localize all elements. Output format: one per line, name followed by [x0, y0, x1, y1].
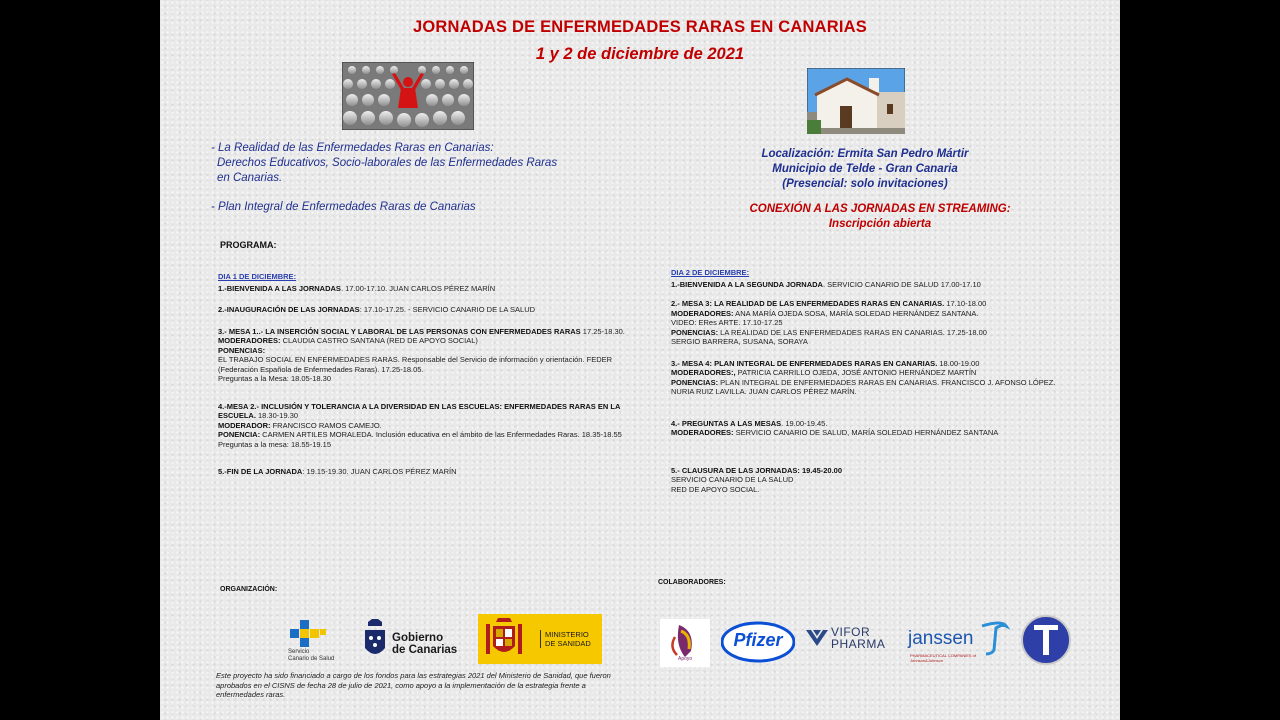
janssen-swoosh-icon: [980, 620, 1010, 656]
location-block: [700, 147, 1030, 192]
day2-item-4: 4.- PREGUNTAS A LAS MESAS. 19.00-19.45. MODERADORES: SERVICIO CANARIO DE SALUD, MARÍA SOLEDAD HERNÁNDEZ SANTANA: [671, 418, 999, 437]
crowd-image: [342, 62, 474, 130]
vifor-line-2: PHARMA: [831, 637, 886, 651]
streaming-link[interactable]: CONEXIÓN A LAS JORNADAS EN STREAMING:: [749, 203, 1011, 215]
pfizer-logo: [721, 621, 795, 663]
gobierno-line-1: Gobierno: [392, 632, 444, 644]
inscription-link[interactable]: Inscripción abierta: [828, 218, 932, 230]
program-heading: PROGRAMA:: [220, 240, 277, 250]
day2-program: [671, 268, 1076, 503]
scs-line-2: Canario de Salud: [288, 656, 335, 662]
day2-item-2: 2.- MESA 3: LA REALIDAD DE LAS ENFERMEDADES RARAS EN CANARIAS. 17.10-18.00 MODERADORES: ANA MARÍA OJEDA SOSA, MARÍA SOLEDAD HERNÁNDEZ SANTANA. VIDEO: ERes ARTE. 17.10-17.25 PONENCIAS: LA REALIDAD DE LAS ENFERMEDADES RARAS EN CANARIAS. 17.25-18.00 SERGIO BARRERA, SUSANA, SORAYA: [671, 299, 987, 346]
organization-label: ORGANIZACIÓN:: [220, 586, 278, 593]
day2-label[interactable]: DIA 2 DE DICIEMBRE:: [671, 268, 750, 277]
chapel-image: [807, 68, 905, 134]
vifor-chevron-icon: [805, 628, 829, 648]
day2-item-1: 1.-BIENVENIDA A LA SEGUNDA JORNADA. SERVICIO CANARIO DE SALUD 17.00-17.10: [671, 279, 981, 289]
topic-2: - Plan Integral de Enfermedades Raras de Canarias: [211, 201, 476, 213]
spain-coat-of-arms-icon: [484, 616, 524, 662]
day1-item-3: 3.- MESA 1..- LA INSERCIÓN SOCIAL Y LABORAL DE LAS PERSONAS CON ENFERMEDADES RARAS 17.25-18.30. MODERADORES: CLAUDIA CASTRO SANTANA (RED DE APOYO SOCIAL) PONENCIAS: EL TRABAJO SOCIAL EN ENFERMEDADES RARAS. Responsable del Servicio de información y orientación. FEDER (Federación Española de Enfermedades Raras). 17.25-18.05. Preguntas a la Mesa: 18.05-18.30: [218, 326, 625, 383]
day2-item-3: 3.- MESA 4: PLAN INTEGRAL DE ENFERMEDADES RARAS EN CANARIAS. 18.00-19.00 MODERADORES:, PATRICIA CARRILLO OJEDA, JOSÉ ANTONIO HERNÁNDEZ MARTÍN PONENCIAS: PLAN INTEGRAL DE ENFERMEDADES RARAS EN CANARIAS. FRANCISCO J. AFONSO LÓPEZ. NURIA RUIZ LAVILLA. JUAN CARLOS PÉREZ MARÍN.: [671, 358, 1056, 396]
scs-cross-icon: [286, 618, 330, 648]
scs-logo: [284, 618, 348, 668]
vifor-line-1: VIFOR: [831, 625, 871, 639]
funding-note: Este proyecto ha sido financiado a cargo de los fondos para las estrategias 2021 del Ministerio de Sanidad, que fueron aprobados en el CISNS de fecha 28 de julio de 2021, como apoyo a la implementación de la estrategia frente a enfermedades raras.: [216, 671, 611, 699]
scs-line-1: Servicio: [288, 649, 310, 655]
red-apoyo-text: Apoyo: [678, 656, 693, 662]
topic-1-line-3: en Canarias.: [217, 172, 283, 184]
red-apoyo-icon: [665, 621, 705, 661]
event-date: 1 y 2 de diciembre de 2021: [535, 45, 745, 63]
janssen-subtext: PHARMACEUTICAL COMPANIES of Johnson&Johnson: [910, 653, 977, 663]
slide: [160, 0, 1120, 720]
pfizer-text: Pfizer: [733, 630, 783, 650]
day1-item-5: 5.-FIN DE LA JORNADA: 19.15-19.30. JUAN CARLOS PÉREZ MARÍN: [218, 467, 457, 476]
gestel-logo: [1020, 614, 1072, 666]
topics-block: [211, 141, 631, 215]
topic-1-line-1: - La Realidad de las Enfermedades Raras en Canarias:: [211, 142, 494, 154]
day2-item-5: 5.- CLAUSURA DE LAS JORNADAS: 19.45-20.00 SERVICIO CANARIO DE LA SALUD RED DE APOYO SOCIAL.: [671, 465, 843, 494]
event-title: JORNADAS DE ENFERMEDADES RARAS EN CANARIAS: [413, 18, 867, 36]
location-line-2: Municipio de Telde - Gran Canaria: [772, 163, 958, 175]
ministerio-line-1: MINISTERIO: [545, 630, 589, 639]
day1-item-1: 1.-BIENVENIDA A LAS JORNADAS. 17.00-17.10. JUAN CARLOS PÉREZ MARÍN: [218, 283, 496, 293]
day1-item-2: 2.-INAUGURACIÓN DE LAS JORNADAS: 17.10-17.25. - SERVICIO CANARIO DE LA SALUD: [218, 305, 536, 314]
gobierno-canarias-logo: [362, 618, 467, 666]
ministerio-sanidad-logo: [478, 614, 602, 664]
topic-1-line-2: Derechos Educativos, Socio-laborales de las Enfermedades Raras: [217, 157, 558, 169]
janssen-text: janssen: [908, 628, 974, 649]
janssen-logo: [908, 620, 1010, 666]
red-apoyo-logo: [660, 619, 710, 667]
day1-program: [218, 272, 628, 486]
collaborators-label: COLABORADORES:: [658, 579, 726, 586]
ministerio-line-2: DE SANIDAD: [545, 639, 591, 648]
location-line-1: Localización: Ermita San Pedro Mártir: [761, 148, 969, 160]
day1-label[interactable]: DIA 1 DE DICIEMBRE:: [218, 272, 297, 281]
location-line-3: (Presencial: solo invitaciones): [782, 178, 948, 190]
gobierno-line-2: de Canarias: [392, 644, 458, 656]
vifor-pharma-logo: [805, 624, 891, 654]
day1-item-4: 4.-MESA 2.- INCLUSIÓN Y TOLERANCIA A LA DIVERSIDAD EN LAS ESCUELAS: ENFERMEDADES RARAS EN LA ESCUELA. 18.30-19.30 MODERADOR: FRANCISCO RAMOS CAMEJO. PONENCIA: CARMEN ARTILES MORALEDA. Inclusión educativa en el ámbito de las Enfermedades Raras. 18.35-18.55 Preguntas a la mesa: 18.55-19.15: [218, 401, 622, 449]
gobierno-shield-icon: [362, 618, 388, 662]
